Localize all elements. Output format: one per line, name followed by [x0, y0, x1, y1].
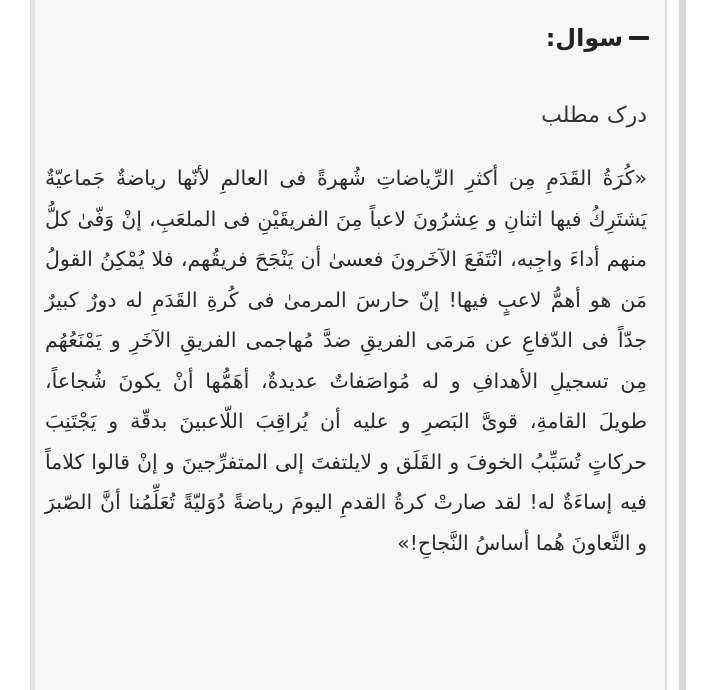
question-header[interactable]: [546, 20, 649, 56]
right-scroll-edge: [679, 0, 686, 690]
question-header-label: سوال:: [545, 24, 623, 52]
reading-passage: «كُرَةُ القَدَمِ مِن أكثرِ الرِّياضاتِ شُهرةً فی العالمِ لأنّها رياضةٌ جَماعيّةٌ يَشتَرِكُ فيها اثنانِ و عِشرُونَ لاعباً مِنَ الفريقَيْنِ فی الملعَبِ، إنْ وَفّیٰ كلُّ منهم أداءَ واجِبه، انْتَفَعَ الآخَرونَ فعسیٰ أن يَنْجَحَ فريقُهم، فلا يُمْكِنُ القولُ مَن هو أهمُّ لاعبٍ فيها! إنّ حارسَ المرمیٰ فی كُرةِ القَدَمِ له دورٌ كبيرٌ جدّاً فی الدّفاعِ عن مَرمَی الفريقِ ضدَّ مُهاجمی الفريقِ الآخَرِ و يَمْنَعُهُم مِن تسجيلِ الأهدافِ و له مُواصَفاتٌ عديدةٌ، أهَمُّها أنْ يكونَ شُجاعاً، طويلَ القامةِ، قویَّ البَصرِ و عليه أن يُراقِبَ اللّاعبينَ بدقّة و يَجْتَنِبَ حركاتٍ تُسَبِّبُ الخوفَ و القَلَق و لايلتفتَ إلی المتفرِّجينَ و إنْ قالوا كلاماً فيه إساءَةٌ له! لقد صارتْ كرةُ القدمِ اليومَ رياضةً دُوَليّةً تُعَلِّمُنا أنَّ الصّبرَ و التَّعاونَ هُما أساسُ النَّجاحِ!»: [45, 166, 647, 555]
minus-icon[interactable]: [629, 36, 649, 40]
question-panel: [35, 0, 667, 690]
question-subtitle: درک مطلب: [541, 103, 647, 128]
